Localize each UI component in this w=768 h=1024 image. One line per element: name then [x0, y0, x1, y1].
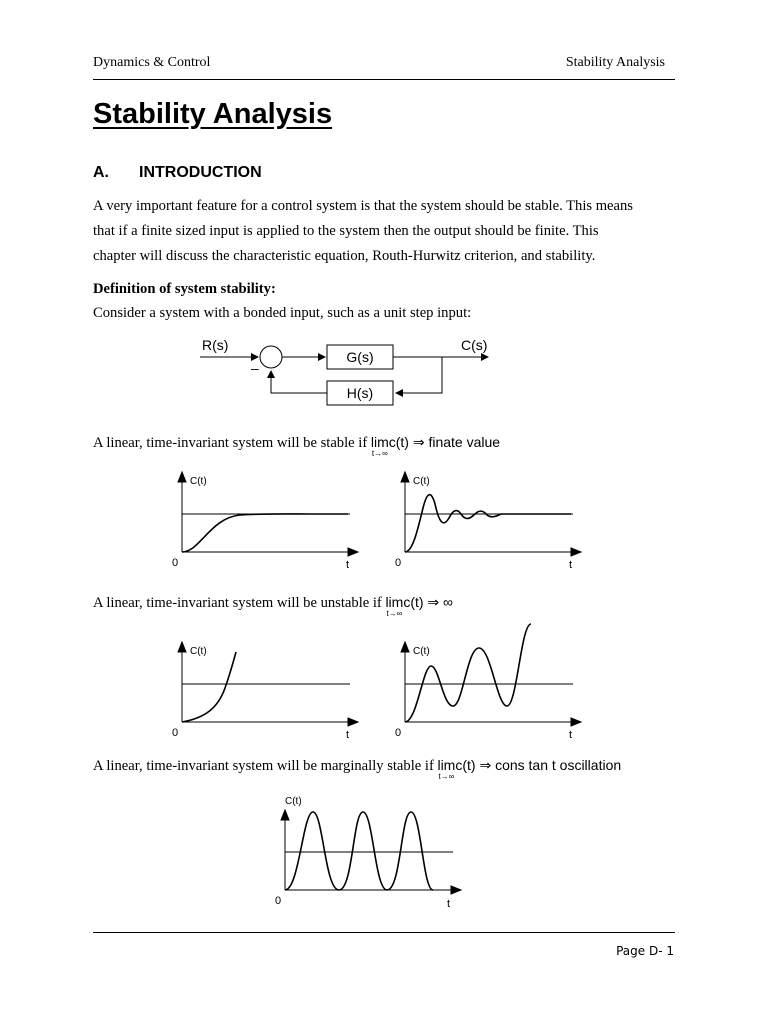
origin-label: 0	[395, 727, 402, 739]
intro-line: that if a finite sized input is applied to the system then the output should be finite. This	[93, 223, 599, 239]
lim-subscript: t→∞	[386, 609, 403, 618]
x-axis	[182, 548, 358, 556]
plot-stable-overdamped	[160, 468, 370, 578]
x-axis	[285, 886, 461, 894]
origin-label: 0	[275, 895, 282, 907]
section-number: A.	[93, 164, 109, 181]
lim-subscript: t→∞	[438, 772, 455, 781]
condition-text: A linear, time-invariant system will be unstable if	[93, 595, 386, 611]
plot-marginally-stable	[263, 792, 473, 912]
condition-expression: c(t) ⇒ finate value	[388, 434, 501, 450]
origin-label: 0	[172, 557, 179, 569]
lim-symbol: lim	[437, 757, 456, 773]
x-axis	[182, 718, 358, 726]
lim-subscript: t→∞	[371, 449, 388, 458]
summing-junction	[260, 346, 282, 368]
response-curve	[285, 812, 433, 890]
input-label: R(s)	[202, 337, 229, 353]
condition-unstable	[93, 594, 454, 618]
header-left: Dynamics & Control	[93, 55, 211, 70]
minus-sign: –	[251, 360, 259, 376]
lim-symbol: lim	[370, 434, 389, 450]
response-curve	[182, 652, 236, 722]
x-axis-label: t	[569, 559, 573, 571]
plot-unstable-oscillation	[383, 614, 593, 748]
y-axis	[281, 810, 289, 890]
section-title: INTRODUCTION	[139, 164, 262, 181]
y-axis-label: C(t)	[285, 796, 302, 807]
consider-text: Consider a system with a bonded input, such as a unit step input:	[93, 305, 472, 321]
definition-heading: Definition of system stability:	[93, 281, 276, 297]
intro-line: chapter will discuss the characteristic equation, Routh-Hurwitz criterion, and stability.	[93, 248, 596, 264]
response-curve	[182, 514, 348, 552]
response-curve	[405, 495, 571, 552]
footer-rule	[93, 932, 675, 933]
y-axis	[178, 642, 186, 722]
y-axis-label: C(t)	[413, 476, 430, 487]
output-label: C(s)	[461, 337, 488, 353]
y-axis-label: C(t)	[190, 646, 207, 657]
intro-line: A very important feature for a control system is that the system should be stable. This means	[93, 198, 633, 214]
g-label: G(s)	[346, 349, 374, 365]
block-diagram	[190, 335, 510, 415]
y-axis	[401, 472, 409, 552]
intro-paragraph	[93, 194, 673, 269]
x-axis-label: t	[447, 898, 451, 910]
x-axis-label: t	[346, 729, 350, 741]
plot-unstable-exponential	[160, 638, 370, 748]
condition-text: A linear, time-invariant system will be marginally stable if	[93, 758, 438, 774]
x-axis-label: t	[346, 559, 350, 571]
section-heading	[93, 164, 262, 182]
x-axis	[405, 548, 581, 556]
page-number: Page D- 1	[616, 944, 674, 958]
feedback-line	[396, 357, 442, 393]
condition-expression: c(t) ⇒ ∞	[403, 594, 454, 610]
origin-label: 0	[395, 557, 402, 569]
condition-marginal	[93, 757, 622, 781]
page-title: Stability Analysis	[93, 98, 333, 130]
y-axis	[401, 642, 409, 722]
condition-stable	[93, 434, 501, 458]
origin-label: 0	[172, 727, 179, 739]
header-right: Stability Analysis	[565, 55, 665, 70]
plot-stable-underdamped	[383, 468, 593, 578]
response-curve	[405, 624, 531, 722]
x-axis	[405, 718, 581, 726]
condition-expression: c(t) ⇒ cons tan t oscillation	[455, 757, 622, 773]
feedback-return	[271, 371, 327, 393]
condition-text: A linear, time-invariant system will be stable if	[93, 435, 371, 451]
y-axis	[178, 472, 186, 552]
header-rule	[93, 79, 675, 80]
y-axis-label: C(t)	[190, 476, 207, 487]
x-axis-label: t	[569, 729, 573, 741]
y-axis-label: C(t)	[413, 646, 430, 657]
lim-symbol: lim	[385, 594, 404, 610]
h-label: H(s)	[346, 385, 374, 401]
